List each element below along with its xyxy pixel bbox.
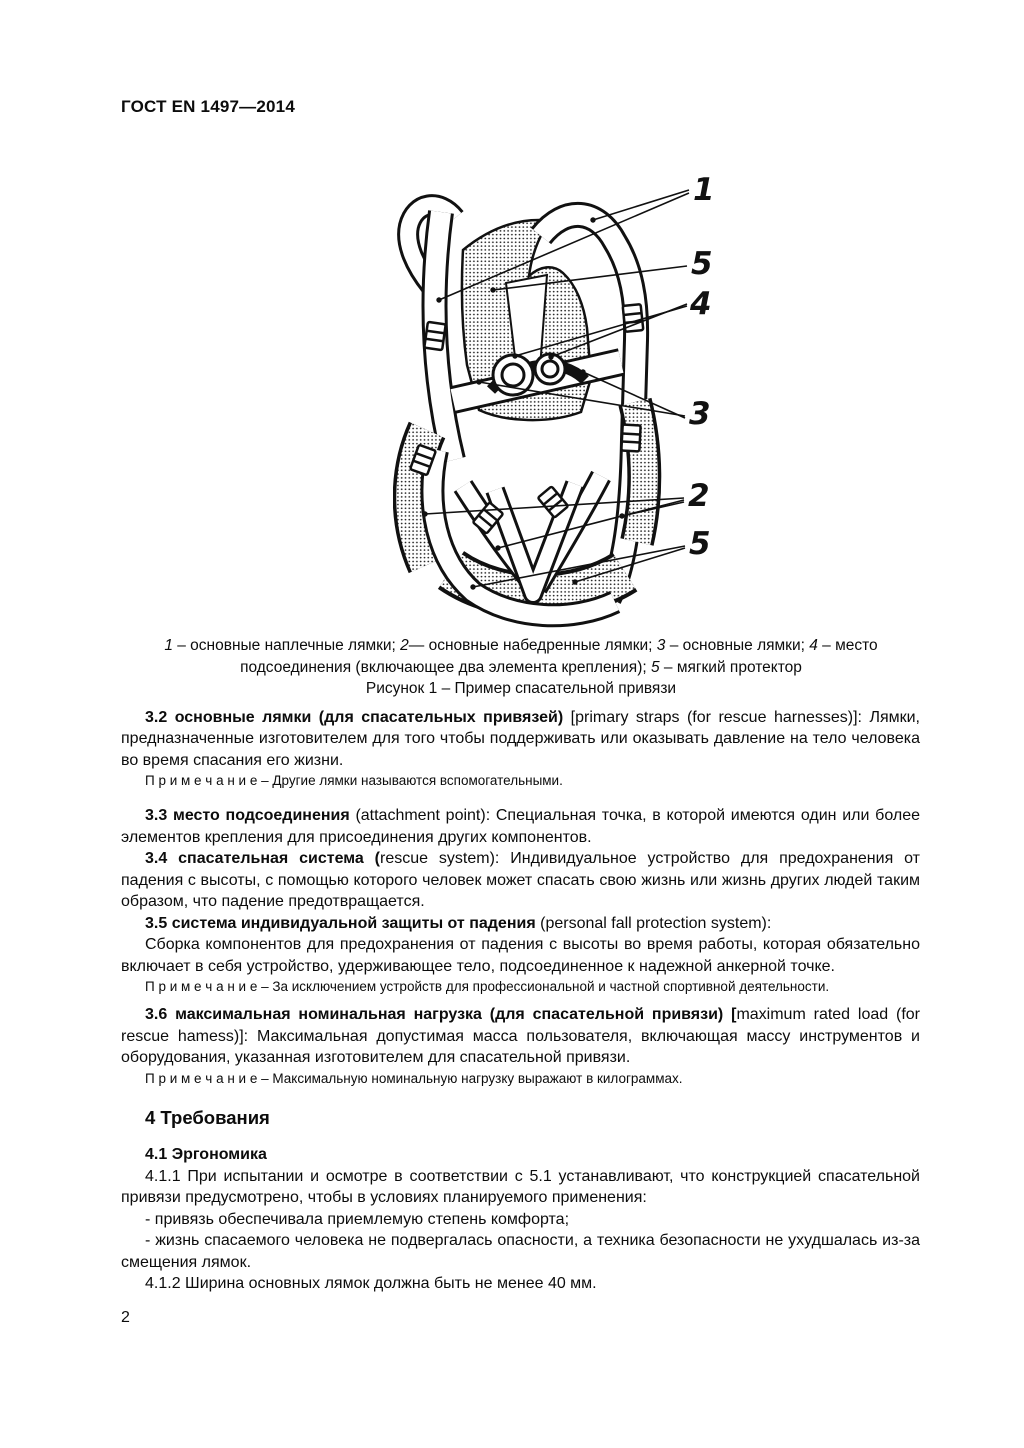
callout-number-2: 2 [688, 478, 710, 514]
figure-1 [393, 150, 723, 630]
callout-number-5-bottom: 5 [689, 526, 711, 562]
paragraph-3-3: 3.3 место подсоединения (attachment point): Специальная точка, в которой имеются один или более элементов крепления для присоединения других компонентов. [121, 807, 921, 846]
note-3-5: П р и м е ч а н и е – За исключением устройств для профессиональной и частной спортивной деятельности. [145, 979, 830, 994]
figure-legend: 1 – основные наплечные лямки; 2— основные набедренные лямки; 3 – основные лямки; 4 – место подсоединения (включающее два элемента крепления); 5 – мягкий протектор [164, 637, 878, 676]
document-number-header: ГОСТ EN 1497—2014 [121, 97, 295, 116]
callout-number-1: 1 [693, 172, 715, 208]
paragraph-3-5-definition: Сборка компонентов для предохранения от падения с высоты во время работы, которая обязательно включает в себя устройство, удерживающее тело, подсоединенное к надежной анкерной точке. [121, 936, 920, 975]
paragraph-4-1-1: 4.1.1 При испытании и осмотре в соответствии с 5.1 устанавливают, что конструкцией спасательной привязи предусмотрено, чтобы в условиях планируемого применения: [121, 1167, 920, 1206]
paragraph-3-4: 3.4 спасательная система (rescue system): Индивидуальное устройство для предохранения от падения с высоты, с помощью которого человек может спасать свою жизнь или жизнь других людей таким образом, что падение предотвращается. [121, 850, 921, 910]
buckle [424, 322, 445, 350]
harness-drawing [393, 150, 723, 630]
list-item-safety: - жизнь спасаемого человека не подвергалась опасности, а техника безопасности не ухудшалась из-за смещения лямок. [121, 1232, 920, 1271]
paragraph-4-1-2: 4.1.2 Ширина основных лямок должна быть не менее 40 мм. [145, 1275, 597, 1292]
section-4-heading: 4 Требования [145, 1106, 270, 1128]
note-3-6: П р и м е ч а н и е – Максимальную номинальную нагрузку выражают в килограммах. [145, 1070, 683, 1086]
paragraph-3-2: 3.2 основные лямки (для спасательных привязей) [primary straps (for rescue harnesses)]: Лямки, предназначенные изготовителем для того чтобы поддерживать или оказывать давление на тело человека во время спасания его жизни. [121, 708, 921, 769]
callout-number-3: 3 [689, 396, 711, 432]
buckle [621, 425, 640, 452]
section-4-1-heading: 4.1 Эргономика [145, 1145, 267, 1163]
paragraph-3-6: 3.6 максимальная номинальная нагрузка (для спасательной привязи) [maximum rated load (for rescue hamess)]: Максимальная допустимая масса пользователя, включающая массу инструментов и оборудования, указанная изготовителем для спасательной привязи. [121, 1006, 921, 1066]
callout-number-4: 4 [690, 286, 712, 322]
list-item-comfort: - привязь обеспечивала приемлемую степень комфорта; [145, 1210, 570, 1228]
figure-title: Рисунок 1 – Пример спасательной привязи [365, 680, 677, 697]
page-number: 2 [121, 1308, 130, 1326]
note-3-2: П р и м е ч а н и е – Другие лямки называются вспомогательными. [145, 773, 563, 788]
paragraph-3-5-term: 3.5 система индивидуальной защиты от падения (personal fall protection system): [145, 914, 772, 932]
callout-number-5-top: 5 [691, 246, 713, 282]
